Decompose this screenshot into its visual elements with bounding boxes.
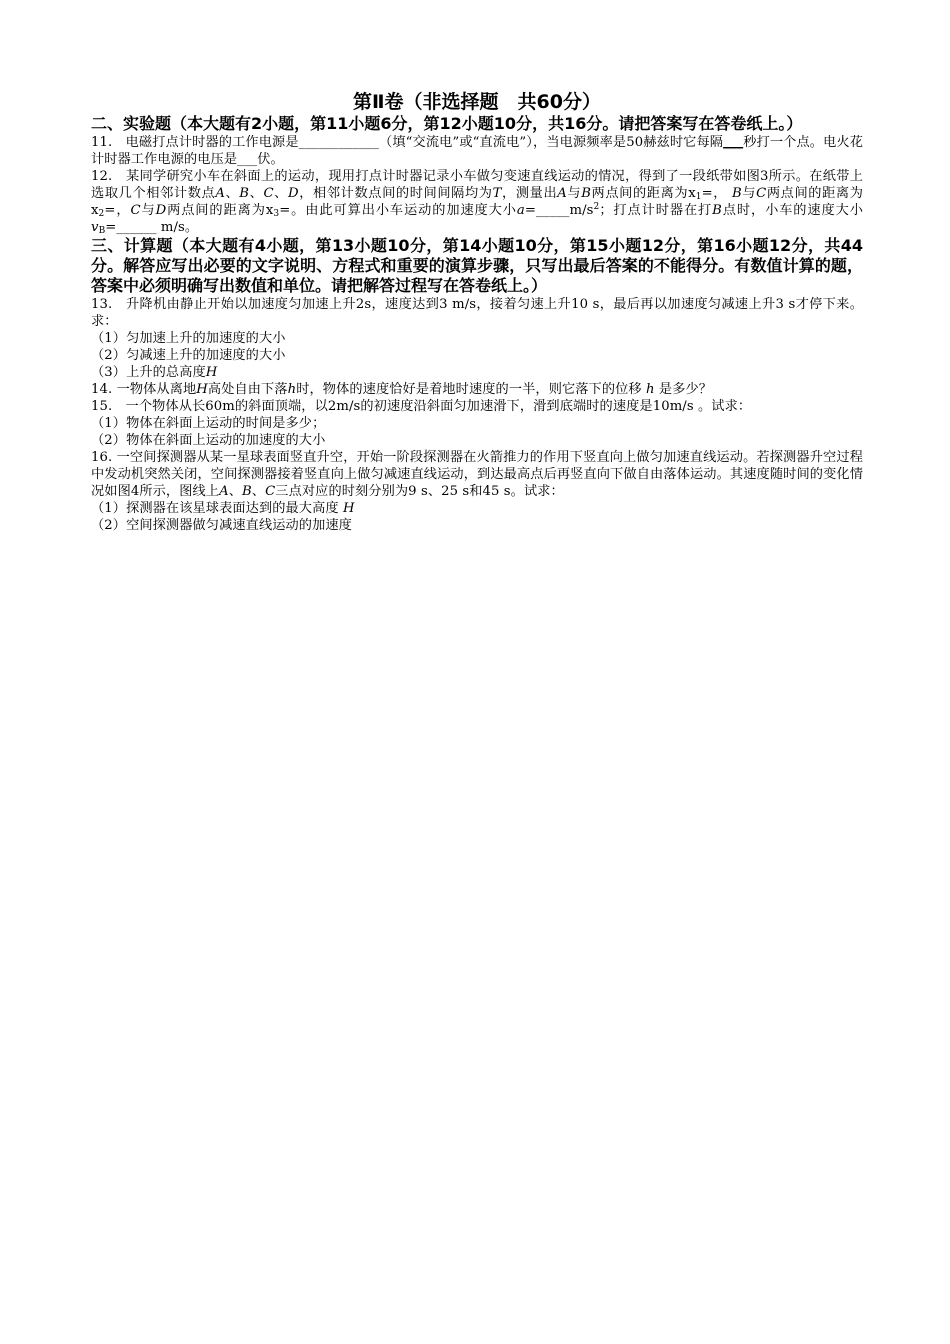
section-2-heading: 二、实验题（本大题有2小题，第11小题6分，第12小题10分，共16分。请把答案写在答卷纸上。） — [91, 114, 803, 133]
question-16-part-1: （1）探测器在该星球表面达到的最大高度 H — [91, 501, 355, 516]
question-14: 14. 一物体从离地H高处自由下落h时，物体的速度恰好是着地时速度的一半，则它落下的位移 h 是多少？ — [91, 382, 713, 397]
exam-content — [91, 90, 863, 534]
question-15-part-2: （2）物体在斜面上运动的加速度的大小 — [91, 433, 326, 448]
question-15-part-1: （1）物体在斜面上运动的时间是多少； — [91, 416, 326, 431]
section-3-heading: 三、计算题（本大题有4小题，第13小题10分，第14小题10分，第15小题12分，第16小题12分，共44分。解答应写出必要的文字说明、方程式和重要的演算步骤，只写出最后答案的不能得分。有数值计算的题，答案中必须明确写出数值和单位。请把解答过程写在答卷纸上。） — [91, 236, 863, 295]
question-11: 11. 电磁打点计时器的工作电源是____________（填“交流电”或“直流电”），当电源频率是50赫兹时它每隔___秒打一个点。电火花计时器工作电源的电压是___伏。 — [91, 135, 863, 167]
question-13-part-3: （3）上升的总高度H — [91, 365, 218, 380]
question-16-part-2: （2）空间探测器做匀减速直线运动的加速度 — [91, 518, 352, 533]
question-16-stem: 16. 一空间探测器从某一星球表面竖直升空，开始一阶段探测器在火箭推力的作用下竖直向上做匀加速直线运动。若探测器升空过程中发动机突然关闭，空间探测器接着竖直向上做匀减速直线运动，到达最高点后再竖直向下做自由落体运动。其速度随时间的变化情况如图4所示，图线上A、B、C三点对应的时刻分别为9 s、25 s和45 s。试求： — [91, 450, 863, 499]
question-12: 12. 某同学研究小车在斜面上的运动，现用打点计时器记录小车做匀变速直线运动的情况，得到了一段纸带如图3所示。在纸带上选取几个相邻计数点A、B、C、D，相邻计数点间的时间间隔均为T，测量出A与B两点间的距离为$x_1=$， B与C两点间的距离为$x_2=$，C与D两点间的距离为$x_3=$。由此可算出小车运动的加速度大小$a=\_\_\_\_\_m/s^2$；打点计时器在打B点时，小车的速度大小$v_B=\_\_\_\_\_\_$ m/s。 — [91, 169, 864, 236]
question-15-stem: 15. 一个物体从长60m的斜面顶端，以2m/s的初速度沿斜面匀加速滑下，滑到底端时的速度是10m/s 。试求： — [91, 399, 752, 414]
question-13-part-2: （2）匀减速上升的加速度的大小 — [91, 348, 286, 363]
part-title: 第Ⅱ卷（非选择题 共60分） — [353, 91, 601, 113]
question-13-part-1: （1）匀加速上升的加速度的大小 — [91, 331, 286, 346]
question-13-stem: 13. 升降机由静止开始以加速度匀加速上升2s，速度达到3 m/s，接着匀速上升10 s，最后再以加速度匀减速上升3 s才停下来。求： — [91, 297, 863, 329]
